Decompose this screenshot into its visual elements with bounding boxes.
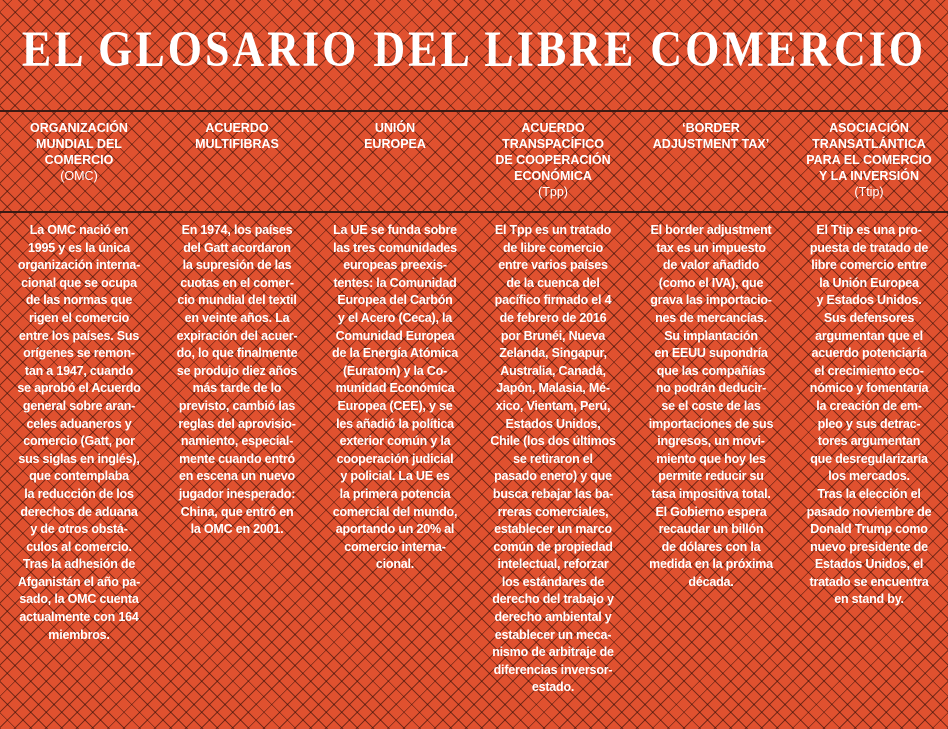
column-header-name: ‘BORDER ADJUSTMENT TAX’ [652,121,770,151]
column-body-ue [316,222,474,697]
column-header-omc [0,120,158,200]
column-header-name: ACUERDO TRANSPACÍFICO DE COOPERACIÓN ECONÓMICA [495,121,611,183]
column-header-name: ASOCIACIÓN TRANSATLÁNTICA PARA EL COMERCIO Y LA INVERSIÓN [806,121,932,183]
column-body-tpp [474,222,632,697]
column-body-multifibras [158,222,316,697]
column-header-border-tax [632,120,790,200]
top-divider [0,110,948,112]
column-body-text: En 1974, los países del Gatt acordaron la supresión de las cuotas en el comer- cio mundial del textil en veinte años. La expiración del acuer- do, lo que finalmente se produjo diez años más tarde de lo previsto, cambió las reglas del aprovisio- namiento, especial- mente cuando entró en escena un nuevo jugador inesperado: China, que entró en la OMC en 2001. [176,223,298,537]
column-header-abbr: (Ttip) [854,185,884,199]
column-headers [0,120,948,200]
column-header-multifibras [158,120,316,200]
column-header-name: ACUERDO MULTIFIBRAS [195,121,279,151]
column-body-text: El border adjustment tax es un impuesto de valor añadido (como el IVA), que grava las importacio- nes de mercancías. Su implantación en EEUU supondría que las compañías no podrán deducir- se el coste de las importaciones de sus ingresos, un movi- miento que hoy les permite reducir su tasa impositiva total. El Gobierno espera recaudar un billón de dólares con la medida en la próxima década. [648,223,774,589]
column-body-omc [0,222,158,697]
column-body-text: El Tpp es un tratado de libre comercio entre varios países de la cuenca del pacífico firmado el 4 de febrero de 2016 por Brunéi, Nueva Zelanda, Singapur, Australia, Canadá, Japón, Malasia, Mé- xico, Vientam, Perú, Estados Unidos, Chile (los dos últimos se retiraron el pasado enero) y que busca rebajar las ba- rreras comerciales, establecer un marco común de propiedad intelectual, reforzar los estándares de derecho del trabajo y derecho ambiental y establecer un meca- nismo de arbitraje de diferencias inversor- estado. [490,223,616,695]
header-divider [0,211,948,213]
page-title: EL GLOSARIO DEL LIBRE COMERCIO [21,21,927,78]
column-header-tpp [474,120,632,200]
column-header-name: ORGANIZACIÓN MUNDIAL DEL COMERCIO [30,121,128,167]
column-header-ttip [790,120,948,200]
column-header-abbr: (Tpp) [538,185,568,199]
column-body-ttip [790,222,948,697]
column-body-text: La OMC nació en 1995 y es la única organización interna- cional que se ocupa de las normas que rigen el comercio entre los países. Sus orígenes se remon- tan a 1947, cuando se aprobó el Acuerdo general sobre aran- celes aduaneros y comercio (Gatt, por sus siglas en inglés), que contemplaba la reducción de los derechos de aduana y de otros obstá- culos al comercio. Tras la adhesión de Afganistán el año pa- sado, la OMC cuenta actualmente con 164 miembros. [17,223,141,642]
column-header-abbr: (OMC) [60,169,98,183]
column-header-ue [316,120,474,200]
column-bodies [0,222,948,697]
column-body-text: El Ttip es una pro- puesta de tratado de libre comercio entre la Unión Europea y Estados Unidos. Sus defensores argumentan que el acuerdo potenciaría el crecimiento eco- nómico y fomentaría la creación de em- pleo y sus detrac- tores argumentan que desregularizaría los mercados. Tras la elección el pasado noviembre de Donald Trump como nuevo presidente de Estados Unidos, el tratado se encuentra en stand by. [806,223,932,607]
column-header-name: UNIÓN EUROPEA [364,121,426,151]
column-body-border-tax [632,222,790,697]
column-body-text: La UE se funda sobre las tres comunidades europeas preexis- tentes: la Comunidad Europea del Carbón y el Acero (Ceca), la Comunidad Europea de la Energía Atómica (Euratom) y la Co- munidad Económica Europea (CEE), y se les añadió la política exterior común y la cooperación judicial y policial. La UE es la primera potencia comercial del mundo, aportando un 20% al comercio interna- cional. [332,223,458,572]
